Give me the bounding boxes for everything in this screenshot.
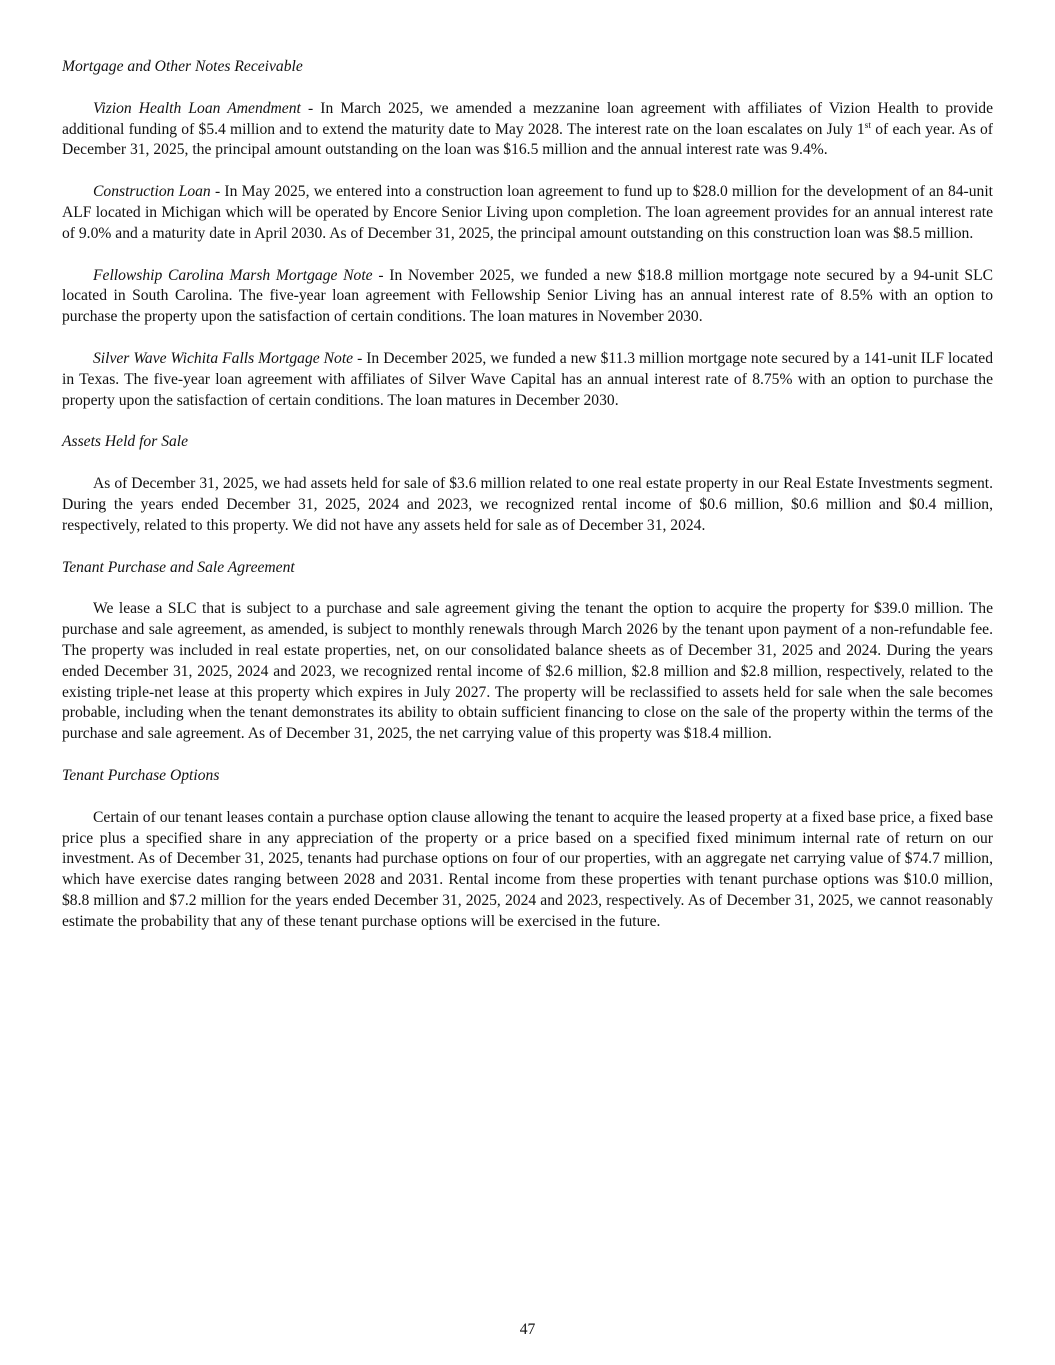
paragraph-text-fellowship: - In November 2025, we funded a new $18.8 million mortgage note secured by a 94-unit SLC located in South Carolina. The five-year loan agreement with Fellowship Senior Living has an annual interest rate of 8.5% with an option to purchase the property upon the satisfaction of certain conditions. The loan matures in November 2030.: [62, 266, 993, 326]
paragraph-construction-loan: [62, 182, 993, 244]
paragraph-assets-held-for-sale: As of December 31, 2025, we had assets held for sale of $3.6 million related to one real estate property in our Real Estate Investments segment. During the years ended December 31, 2025, 2024 and 2023, we recognized rental income of $0.6 million, $0.6 million and $0.4 million, respectively, related to this property. We did not have any assets held for sale as of December 31, 2024.: [62, 475, 993, 534]
paragraph-text-vizion-part1: - In March 2025, we amended a mezzanine loan agreement with affiliates of Vizion Health to provide additional funding of $5.4 million and to extend the maturity date to May 2028. The interest rate on the loan escalates on July 1: [62, 99, 993, 138]
paragraph-title-fellowship: Fellowship Carolina Marsh Mortgage Note: [93, 266, 373, 284]
section-heading-tenant-purchase-sale: Tenant Purchase and Sale Agreement: [62, 558, 295, 576]
paragraph-title-construction: Construction Loan: [93, 183, 211, 201]
paragraph-fellowship-note: [62, 266, 993, 328]
paragraph-text-vizion-part2: of each year. As of December 31, 2025, the principal amount outstanding on the loan was $16.5 million and the annual interest rate was 9.4%.: [62, 120, 993, 159]
paragraph-text-construction: - In May 2025, we entered into a construction loan agreement to fund up to $28.0 million for the development of an 84-unit ALF located in Michigan which will be operated by Encore Senior Living upon completion. The loan agreement provides for an annual interest rate of 9.0% and a maturity date in April 2030. As of December 31, 2025, the principal amount outstanding on this construction loan was $8.5 million.: [62, 183, 993, 242]
paragraph-title-silver-wave: Silver Wave Wichita Falls Mortgage Note: [93, 349, 354, 367]
paragraph-vizion-health: [62, 99, 993, 161]
section-heading-mortgage-notes: Mortgage and Other Notes Receivable: [62, 58, 303, 75]
section-heading-assets-held-for-sale: Assets Held for Sale: [62, 433, 189, 451]
paragraph-silver-wave-note: [62, 349, 993, 411]
section-heading-tenant-purchase-options: Tenant Purchase Options: [62, 766, 220, 784]
paragraph-text-silver-wave: - In December 2025, we funded a new $11.3 million mortgage note secured by a 141-unit ILF located in Texas. The five-year loan agreement with affiliates of Silver Wave Capital has an annual interest rate of 8.75% with an option to purchase the property upon the satisfaction of certain conditions. The loan matures in December 2030.: [62, 349, 994, 409]
paragraph-tenant-purchase-options: Certain of our tenant leases contain a purchase option clause allowing the tenant to acquire the leased property at a fixed base price, a fixed base price plus a specified share in any appreciation of the property or a price based on a specified fixed minimum internal rate of return on our investment. As of December 31, 2025, tenants had purchase options on four of our properties, with an aggregate net carrying value of $74.7 million, which have exercise dates ranging between 2028 and 2031. Rental income from these properties with tenant purchase options was $10.0 million, $8.8 million and $7.2 million for the years ended December 31, 2025, 2024 and 2023, respectively. As of December 31, 2025, we cannot reasonably estimate the probability that any of these tenant purchase options will be exercised in the future.: [62, 808, 993, 930]
paragraph-tenant-purchase-sale: We lease a SLC that is subject to a purchase and sale agreement giving the tenant the option to acquire the property for $39.0 million. The purchase and sale agreement, as amended, is subject to monthly renewals through March 2026 by the tenant upon payment of a non-refundable fee. The property was included in real estate properties, net, on our consolidated balance sheets as of December 31, 2025 and 2024. During the years ended December 31, 2025, 2024 and 2023, we recognized rental income of $2.6 million, $2.8 million and $2.8 million, respectively, related to the existing triple-net lease at this property which expires in July 2027. The property will be reclassified to assets held for sale when the sale becomes probable, including when the tenant demonstrates its ability to obtain sufficient financing to close on the sale of the property within the terms of the purchase and sale agreement. As of December 31, 2025, the net carrying value of this property was $18.4 million.: [62, 600, 993, 743]
page-number: 47: [519, 1321, 536, 1338]
document-page: [62, 57, 993, 954]
paragraph-title-vizion: Vizion Health Loan Amendment: [93, 99, 301, 117]
ordinal-superscript: st: [864, 120, 872, 131]
